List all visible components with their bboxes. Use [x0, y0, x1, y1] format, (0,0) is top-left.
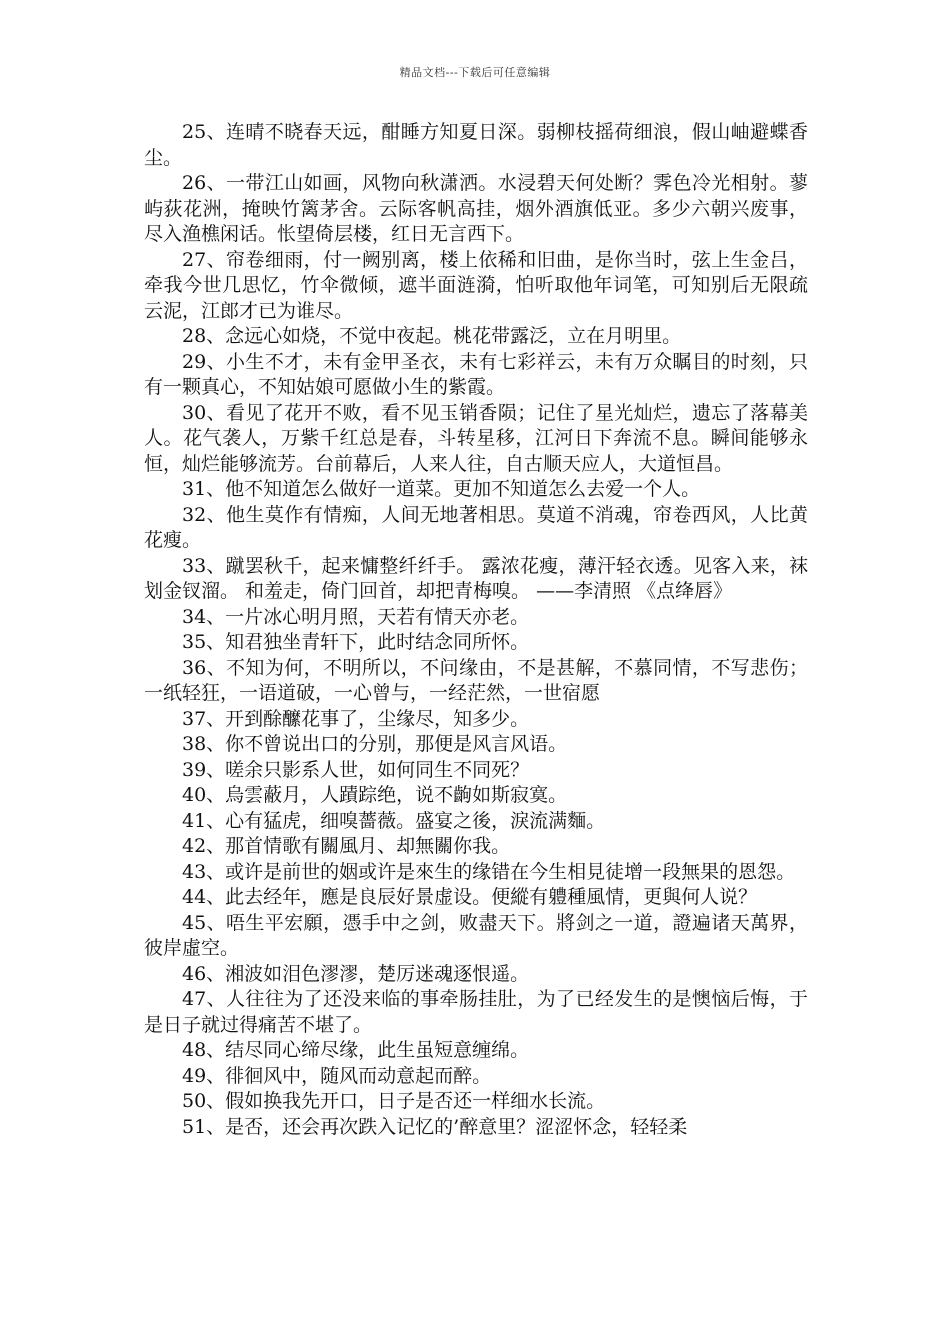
paragraph-39: 39、嗟余只影系人世，如何同生不同死？: [182, 758, 530, 781]
paragraph-34: 34、一片冰心明月照，天若有情天亦老。: [182, 605, 530, 628]
paragraph-31: 31、他不知道怎么做好一道菜。更加不知道怎么去爱一个人。: [182, 478, 701, 500]
paragraph-51: 51、是否，还会再次跌入记忆的’醉意里？涩涩怀念，轻轻柔: [182, 1115, 688, 1138]
paragraph-25: 25、连晴不晓春天远，酣睡方知夏日深。弱柳枝摇荷细浪，假山岫避蝶香尘。: [144, 121, 808, 169]
paragraph-47: 47、人往往为了还没来临的事牵肠挂肚，为了已经发生的是懊恼后悔，于是日子就过得痛苦不堪了。: [144, 988, 808, 1036]
paragraph-37: 37、开到酴醿花事了，尘缘尽，知多少。: [182, 707, 530, 730]
paragraph-50: 50、假如换我先开口，日子是否还一样细水长流。: [182, 1090, 606, 1112]
page-header: 精品文档---下载后可任意编辑: [399, 66, 551, 79]
paragraph-36: 36、不知为何，不明所以，不问缘由，不是甚解，不慕同情，不写悲伤；一纸轻狂，一语道破，一心曾与，一经茫然，一世宿愿: [144, 656, 808, 704]
paragraph-43: 43、或许是前世的姻或许是來生的缘错在今生相見徒增一段無果的恩怨。: [182, 860, 796, 883]
paragraph-30: 30、看见了花开不败，看不见玉销香陨；记住了星光灿烂，遗忘了落幕美人。花气袭人，万紫千红总是春，斗转星移，江河日下奔流不息。瞬间能够永恒，灿烂能够流芳。台前幕后，人来人往，自古顺天应人，大道恒昌。: [144, 401, 808, 475]
paragraph-29: 29、小生不才，未有金甲圣衣，未有七彩祥云，未有万众瞩目的时刻，只有一颗真心，不知姑娘可愿做小生的紫霞。: [144, 350, 808, 398]
paragraph-46: 46、湘波如泪色漻漻，楚厉迷魂逐恨遥。: [182, 962, 530, 985]
paragraph-45: 45、唔生平宏願，憑手中之剑，败盡天下。將剑之一道，證遍诸天萬界，彼岸虛空。: [144, 911, 808, 959]
paragraph-41: 41、心有猛虎，细嗅薔薇。盛宴之後，淚流满麵。: [182, 809, 606, 832]
paragraph-27: 27、帘卷细雨，付一阙别离，楼上依稀和旧曲，是你当时，弦上生金吕，牵我今世几思忆，竹伞微倾，遮半面涟漪，怕听取他年词笔，可知别后无限疏云泥，江郎才已为谁尽。: [144, 248, 808, 322]
paragraph-28: 28、念远心如烧，不觉中夜起。桃花带露泛，立在月明里。: [182, 325, 682, 347]
paragraph-32: 32、他生莫作有情痴，人间无地著相思。莫道不消魂，帘卷西风，人比黄花瘦。: [144, 503, 808, 551]
paragraph-40: 40、烏雲蔽月，人蹟踪绝，说不齣如斯寂寞。: [182, 784, 568, 806]
paragraph-49: 49、徘徊风中，随风而动意起而醉。: [182, 1064, 492, 1087]
paragraph-26: 26、一带江山如画，风物向秋潇洒。水浸碧天何处断？霁色冷光相射。蓼屿荻花洲，掩映竹篱茅舍。云际客帆高挂，烟外酒旗低亚。多少六朝兴废事，尽入渔樵闲话。怅望倚层楼，红日无言西下。: [144, 172, 808, 245]
paragraph-35: 35、知君独坐青轩下，此时结念同所怀。: [182, 631, 530, 653]
paragraph-48: 48、结尽同心缔尽缘，此生虽短意缠绵。: [182, 1039, 530, 1061]
paragraph-42: 42、那首情歌有關風月、却無關你我。: [182, 835, 511, 857]
paragraph-33: 33、蹴罢秋千，起来慵整纤纤手。 露浓花瘦，薄汗轻衣透。见客入来，袜划金钗溜。 和羞走，倚门回首，却把青梅嗅。 ——李清照 《点绛唇》: [144, 554, 808, 602]
paragraph-44: 44、此去经年，應是良辰好景虚设。便縱有軆種風情，更與何人说？: [182, 886, 758, 908]
document-body: [144, 120, 808, 1140]
paragraph-38: 38、你不曾说出口的分别，那便是风言风语。: [182, 733, 568, 755]
